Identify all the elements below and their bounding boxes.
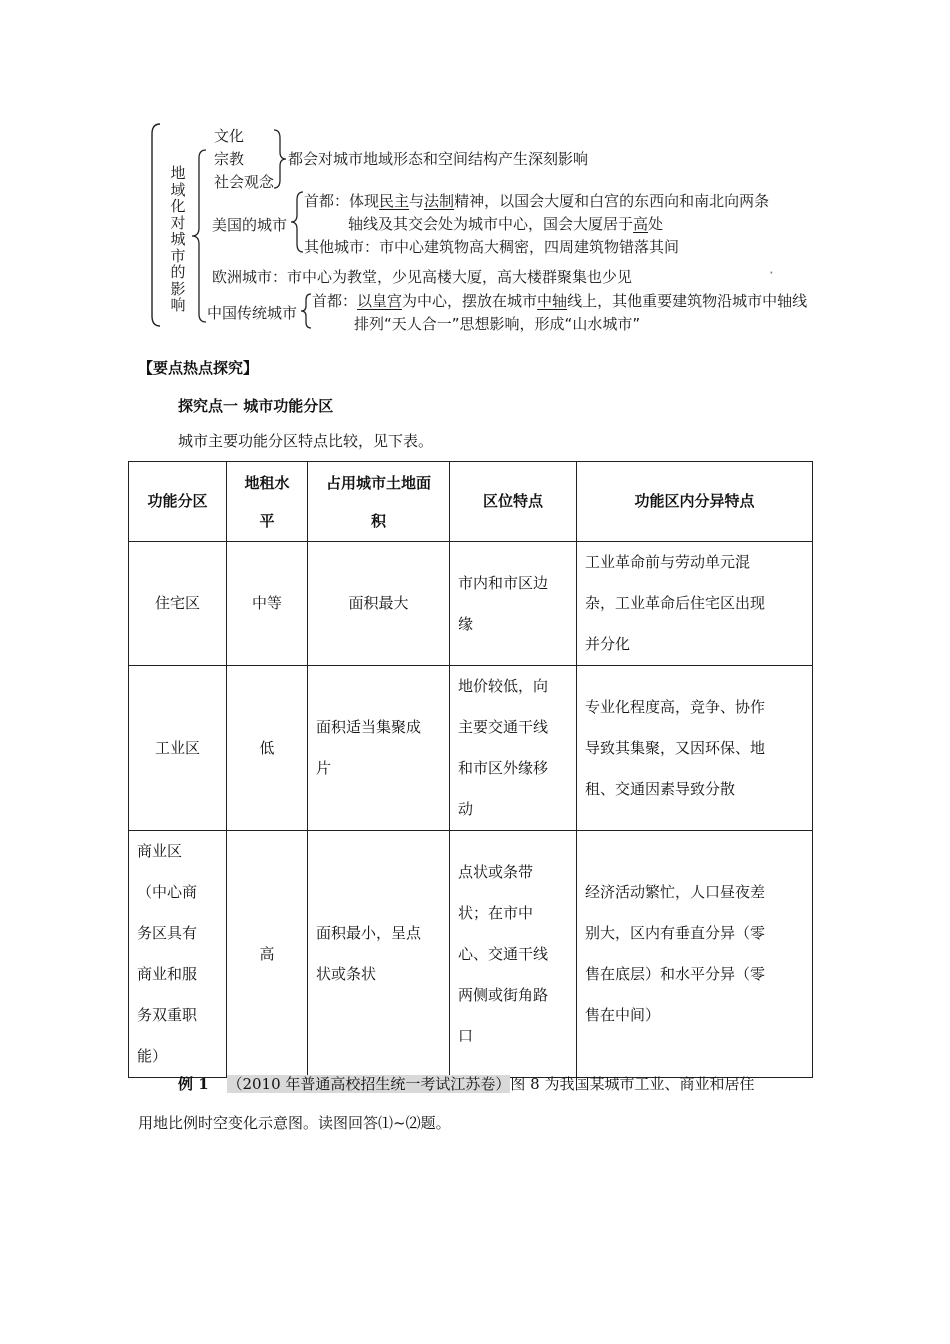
table-header-row: [129, 462, 813, 542]
cell-diff: 专业化程度高，竞争、协作 导致其集聚，又因环保、地 租、交通因素导致分散: [577, 666, 813, 831]
china-label: 中国传统城市: [207, 304, 298, 322]
header-zone: 功能分区: [129, 462, 227, 542]
subheading: 探究点一 城市功能分区: [178, 397, 334, 415]
cell-zone: 商业区 （中心商 务区具有 商业和服 务双重职 能）: [129, 831, 227, 1078]
section-heading: 【要点热点探究】: [138, 359, 259, 377]
culture-item: 文化: [214, 127, 245, 145]
function-zone-table: [128, 461, 813, 1078]
usa-brace: [289, 190, 305, 254]
usa-capital: 首都：体现民主与法制精神，以国会大厦和白宫的东西向和南北向两条: [304, 192, 770, 210]
cell-zone: 住宅区: [129, 542, 227, 666]
cell-diff: 工业革命前与劳动单元混 杂，工业革命后住宅区出现 并分化: [577, 542, 813, 666]
header-diff: 功能区内分异特点: [577, 462, 813, 542]
header-rent: 地租水 平: [227, 462, 308, 542]
cell-diff: 经济活动繁忙，人口昼夜差 别大，区内有垂直分异（零 售在底层）和水平分异（零 售在中间）: [577, 831, 813, 1078]
china-brace: [299, 292, 313, 332]
outer-bracket: [146, 122, 166, 328]
example-label: 例 1: [178, 1075, 209, 1093]
table-row: [129, 831, 813, 1078]
cell-area: 面积最大: [308, 542, 450, 666]
stray-mark: ·: [769, 264, 774, 282]
cell-zone: 工业区: [129, 666, 227, 831]
usa-other-cities: 其他城市：市中心建筑物高大稠密，四周建筑物错落其间: [304, 238, 680, 256]
table-row: [129, 666, 813, 831]
cell-area: 面积适当集聚成 片: [308, 666, 450, 831]
culture-effect: 都会对城市地域形态和空间结构产生深刻影响: [288, 150, 589, 168]
cell-rent: 低: [227, 666, 308, 831]
culture-brace: [272, 128, 288, 190]
cell-location: 点状或条带 状；在市中 心、交通干线 两侧或街角路 口: [450, 831, 577, 1078]
culture-item: 社会观念: [214, 173, 275, 191]
example-source: （2010 年普通高校招生统一考试江苏卷）: [227, 1075, 511, 1093]
cell-location: 市内和市区边 缘: [450, 542, 577, 666]
europe-cities: 欧洲城市：市中心为教堂，少见高楼大厦，高大楼群聚集也少见: [212, 268, 633, 286]
cell-location: 地价较低，向 主要交通干线 和市区外缘移 动: [450, 666, 577, 831]
china-capital-line2: 排列“天人合一”思想影响，形成“山水城市”: [354, 315, 641, 333]
category-brace: [190, 148, 208, 324]
cell-rent: 高: [227, 831, 308, 1078]
china-capital: 首都：以皇宫为中心，摆放在城市中轴线上，其他重要建筑物沿城市中轴线: [312, 292, 808, 310]
header-area: 占用城市土地面 积: [308, 462, 450, 542]
example-line-1: [178, 1073, 755, 1094]
table-row: [129, 542, 813, 666]
usa-label: 美国的城市: [212, 216, 288, 234]
cell-area: 面积最小，呈点 状或条状: [308, 831, 450, 1078]
culture-item: 宗教: [214, 150, 245, 168]
usa-capital-line2: 轴线及其交会处为城市中心，国会大厦居于高处: [348, 215, 664, 233]
cell-rent: 中等: [227, 542, 308, 666]
header-location: 区位特点: [450, 462, 577, 542]
vertical-title: 地 域 化 对 城 市 的 影 响: [170, 164, 186, 314]
example-text-1: 图 8 为我国某城市工业、商业和居住: [510, 1075, 755, 1093]
example-text-2: 用地比例时空变化示意图。读图回答⑴~⑵题。: [138, 1114, 451, 1132]
intro-text: 城市主要功能分区特点比较，见下表。: [178, 432, 434, 450]
